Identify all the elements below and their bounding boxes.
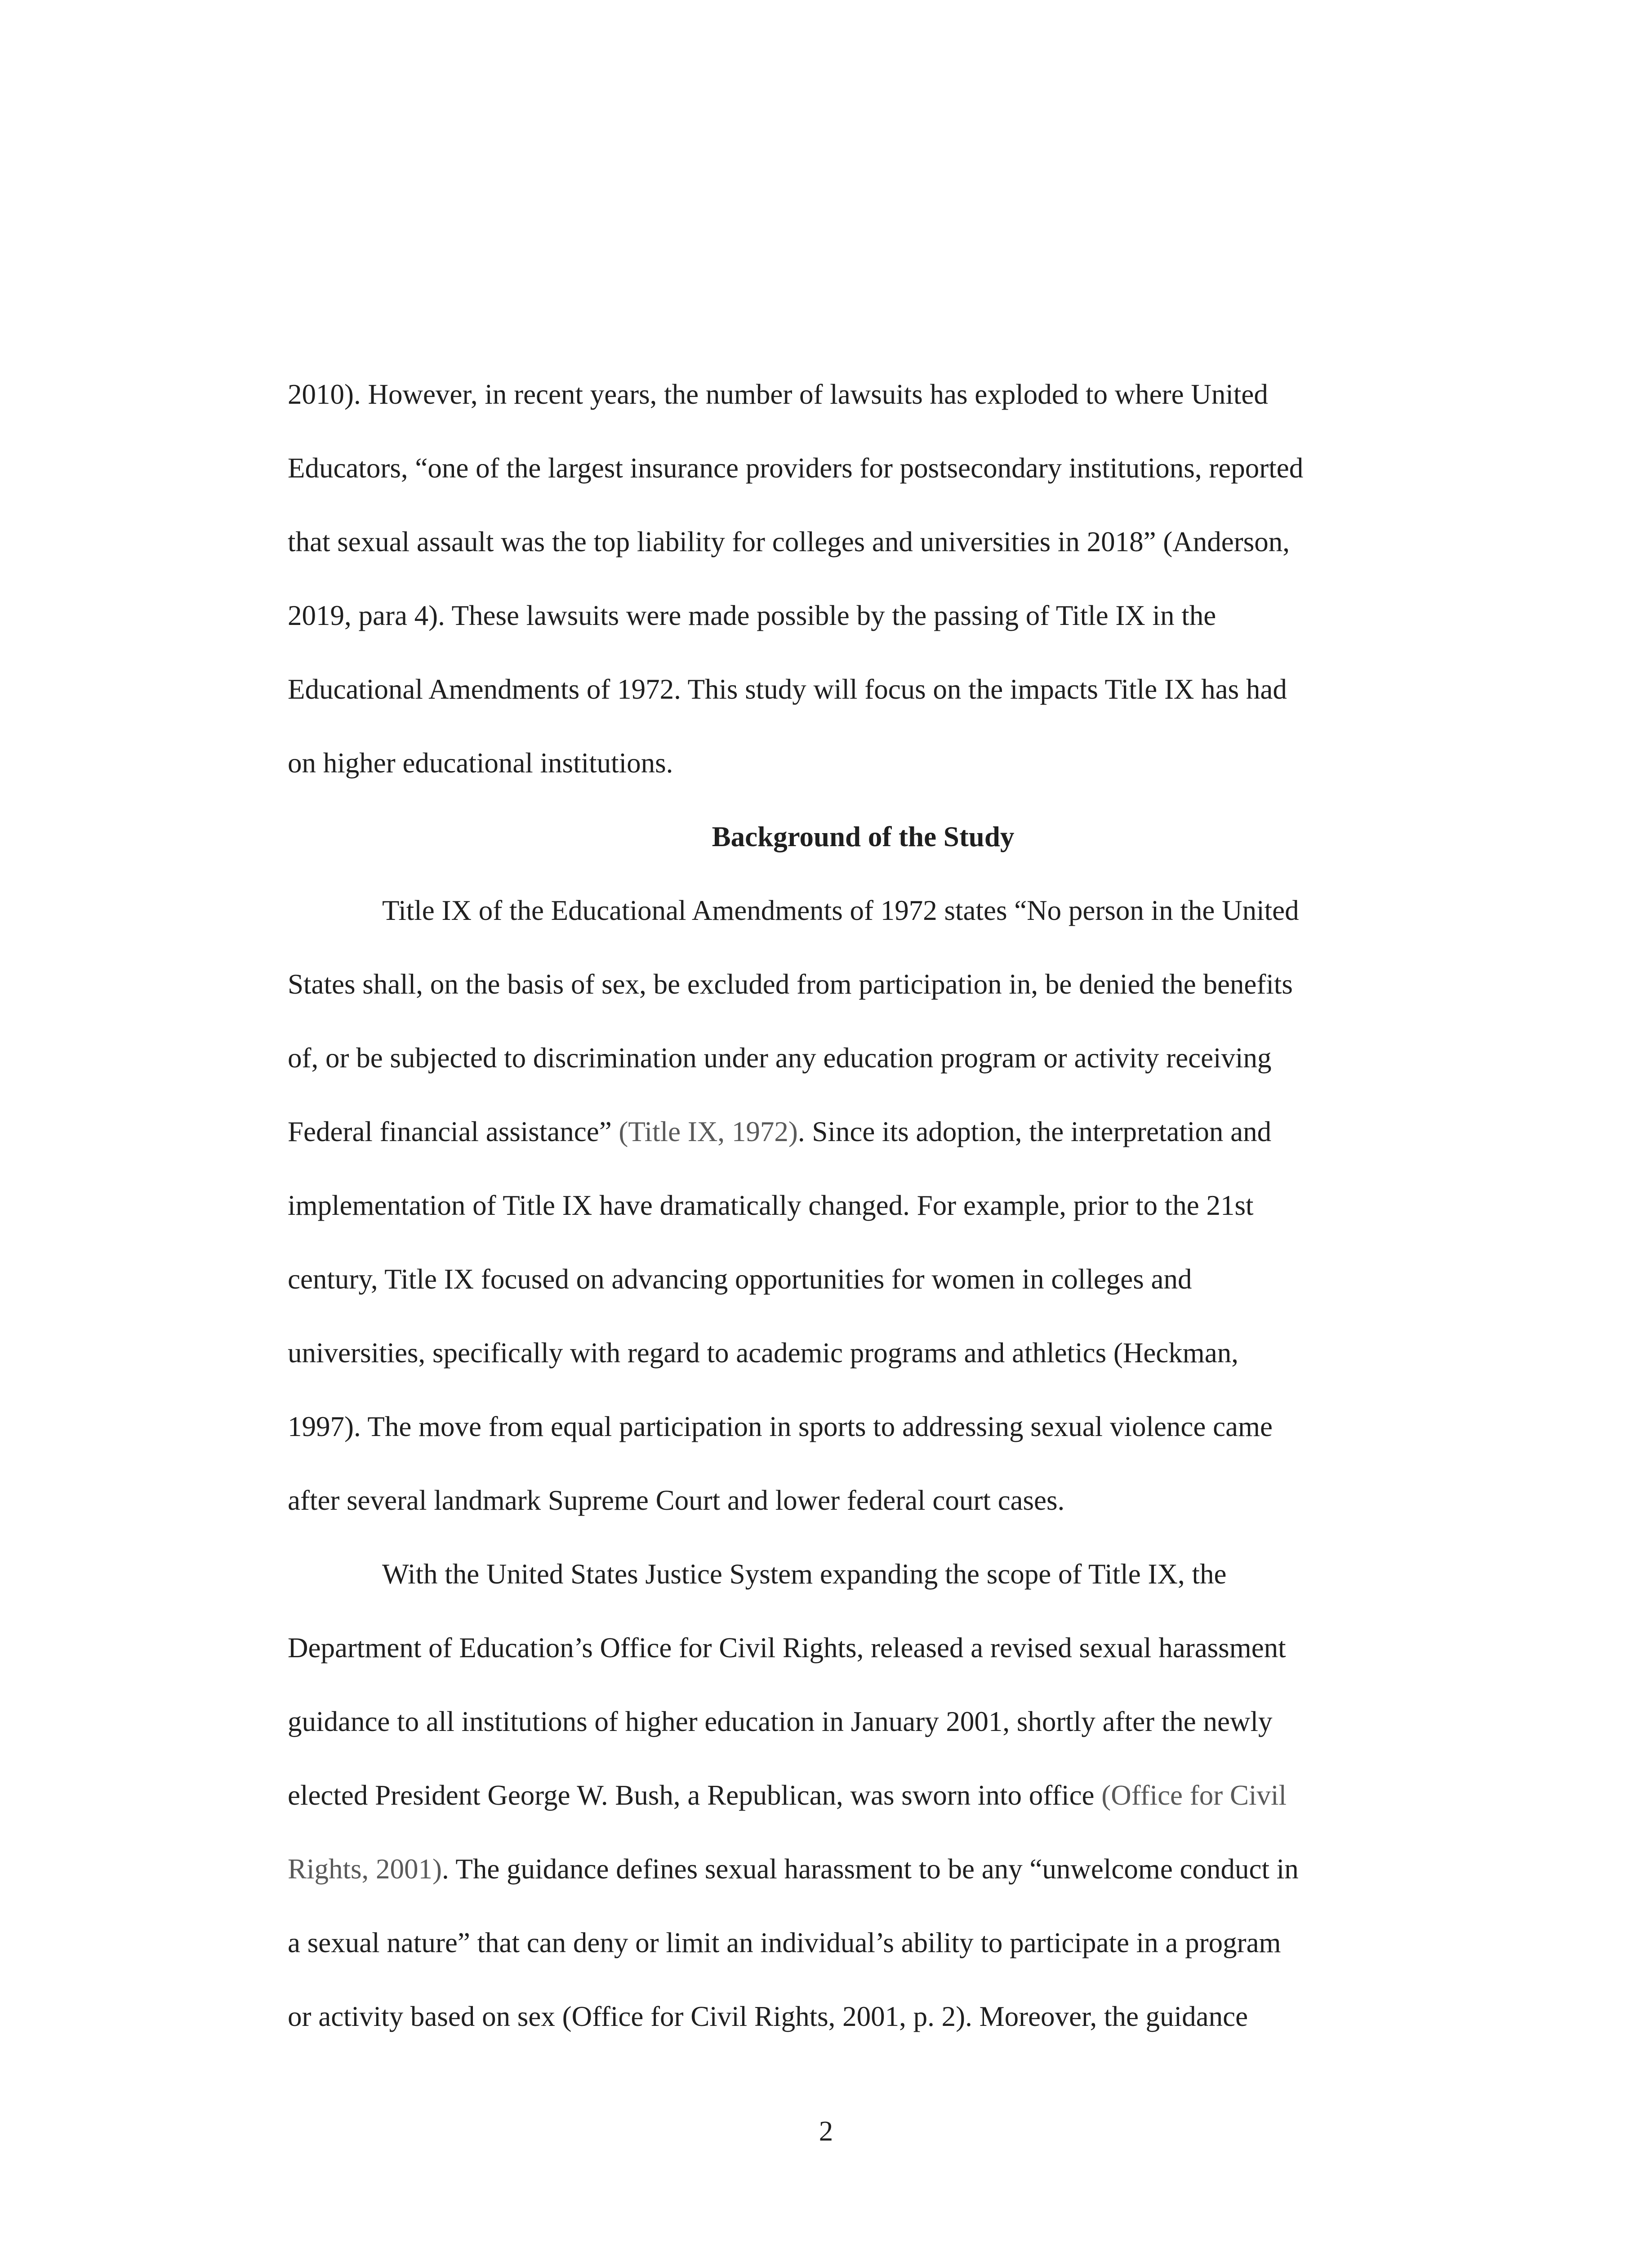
text-line: guidance to all institutions of higher education in January 2001, shortly after the newly (288, 1706, 1273, 1737)
citation-link[interactable]: Rights, 2001) (288, 1853, 442, 1885)
paragraph-intro-continued (288, 357, 1438, 800)
text-line (288, 1758, 1438, 1832)
text-segment: . The guidance defines sexual harassment to be any “unwelcome conduct in (442, 1853, 1299, 1885)
citation-link[interactable]: (Title IX, 1972) (619, 1116, 798, 1147)
text-line: States shall, on the basis of sex, be excluded from participation in, be denied the benefits (288, 968, 1293, 1000)
body-text (288, 357, 1438, 2053)
text-line: Department of Education’s Office for Civil Rights, released a revised sexual harassment (288, 1632, 1286, 1664)
text-line (288, 1095, 1438, 1169)
text-line: century, Title IX focused on advancing opportunities for women in colleges and (288, 1263, 1192, 1295)
citation-link[interactable]: (Office for Civil (1101, 1780, 1287, 1811)
text-line (288, 1832, 1438, 1906)
text-line: 2019, para 4). These lawsuits were made possible by the passing of Title IX in the (288, 600, 1216, 631)
text-line: a sexual nature” that can deny or limit an individual’s ability to participate in a program (288, 1927, 1281, 1958)
text-line: 2010). However, in recent years, the number of lawsuits has exploded to where United (288, 379, 1268, 410)
text-line: implementation of Title IX have dramatically changed. For example, prior to the 21st (288, 1190, 1254, 1221)
text-line: or activity based on sex (Office for Civil Rights, 2001, p. 2). Moreover, the guidance (288, 2001, 1248, 2032)
text-line: Title IX of the Educational Amendments of 1972 states “No person in the United (382, 895, 1299, 926)
text-line: on higher educational institutions. (288, 747, 673, 779)
text-line: With the United States Justice System expanding the scope of Title IX, the (382, 1558, 1227, 1590)
text-line: that sexual assault was the top liability for colleges and universities in 2018” (Anderson, (288, 526, 1290, 558)
section-heading: Background of the Study (712, 821, 1015, 852)
text-line: Educators, “one of the largest insurance providers for postsecondary institutions, reported (288, 452, 1304, 484)
text-segment: elected President George W. Bush, a Republican, was sworn into office (288, 1780, 1102, 1811)
text-line: of, or be subjected to discrimination under any education program or activity receiving (288, 1042, 1272, 1074)
text-line: Educational Amendments of 1972. This study will focus on the impacts Title IX has had (288, 674, 1287, 705)
text-line: universities, specifically with regard to academic programs and athletics (Heckman, (288, 1337, 1238, 1369)
page-number: 2 (819, 2115, 833, 2147)
paragraph-ocr-guidance (288, 1537, 1438, 2053)
text-segment: Federal financial assistance” (288, 1116, 619, 1147)
text-line: after several landmark Supreme Court and lower federal court cases. (288, 1485, 1065, 1516)
text-line: 1997). The move from equal participation in sports to addressing sexual violence came (288, 1411, 1273, 1442)
text-segment: . Since its adoption, the interpretation and (797, 1116, 1272, 1147)
paragraph-background (288, 874, 1438, 1537)
